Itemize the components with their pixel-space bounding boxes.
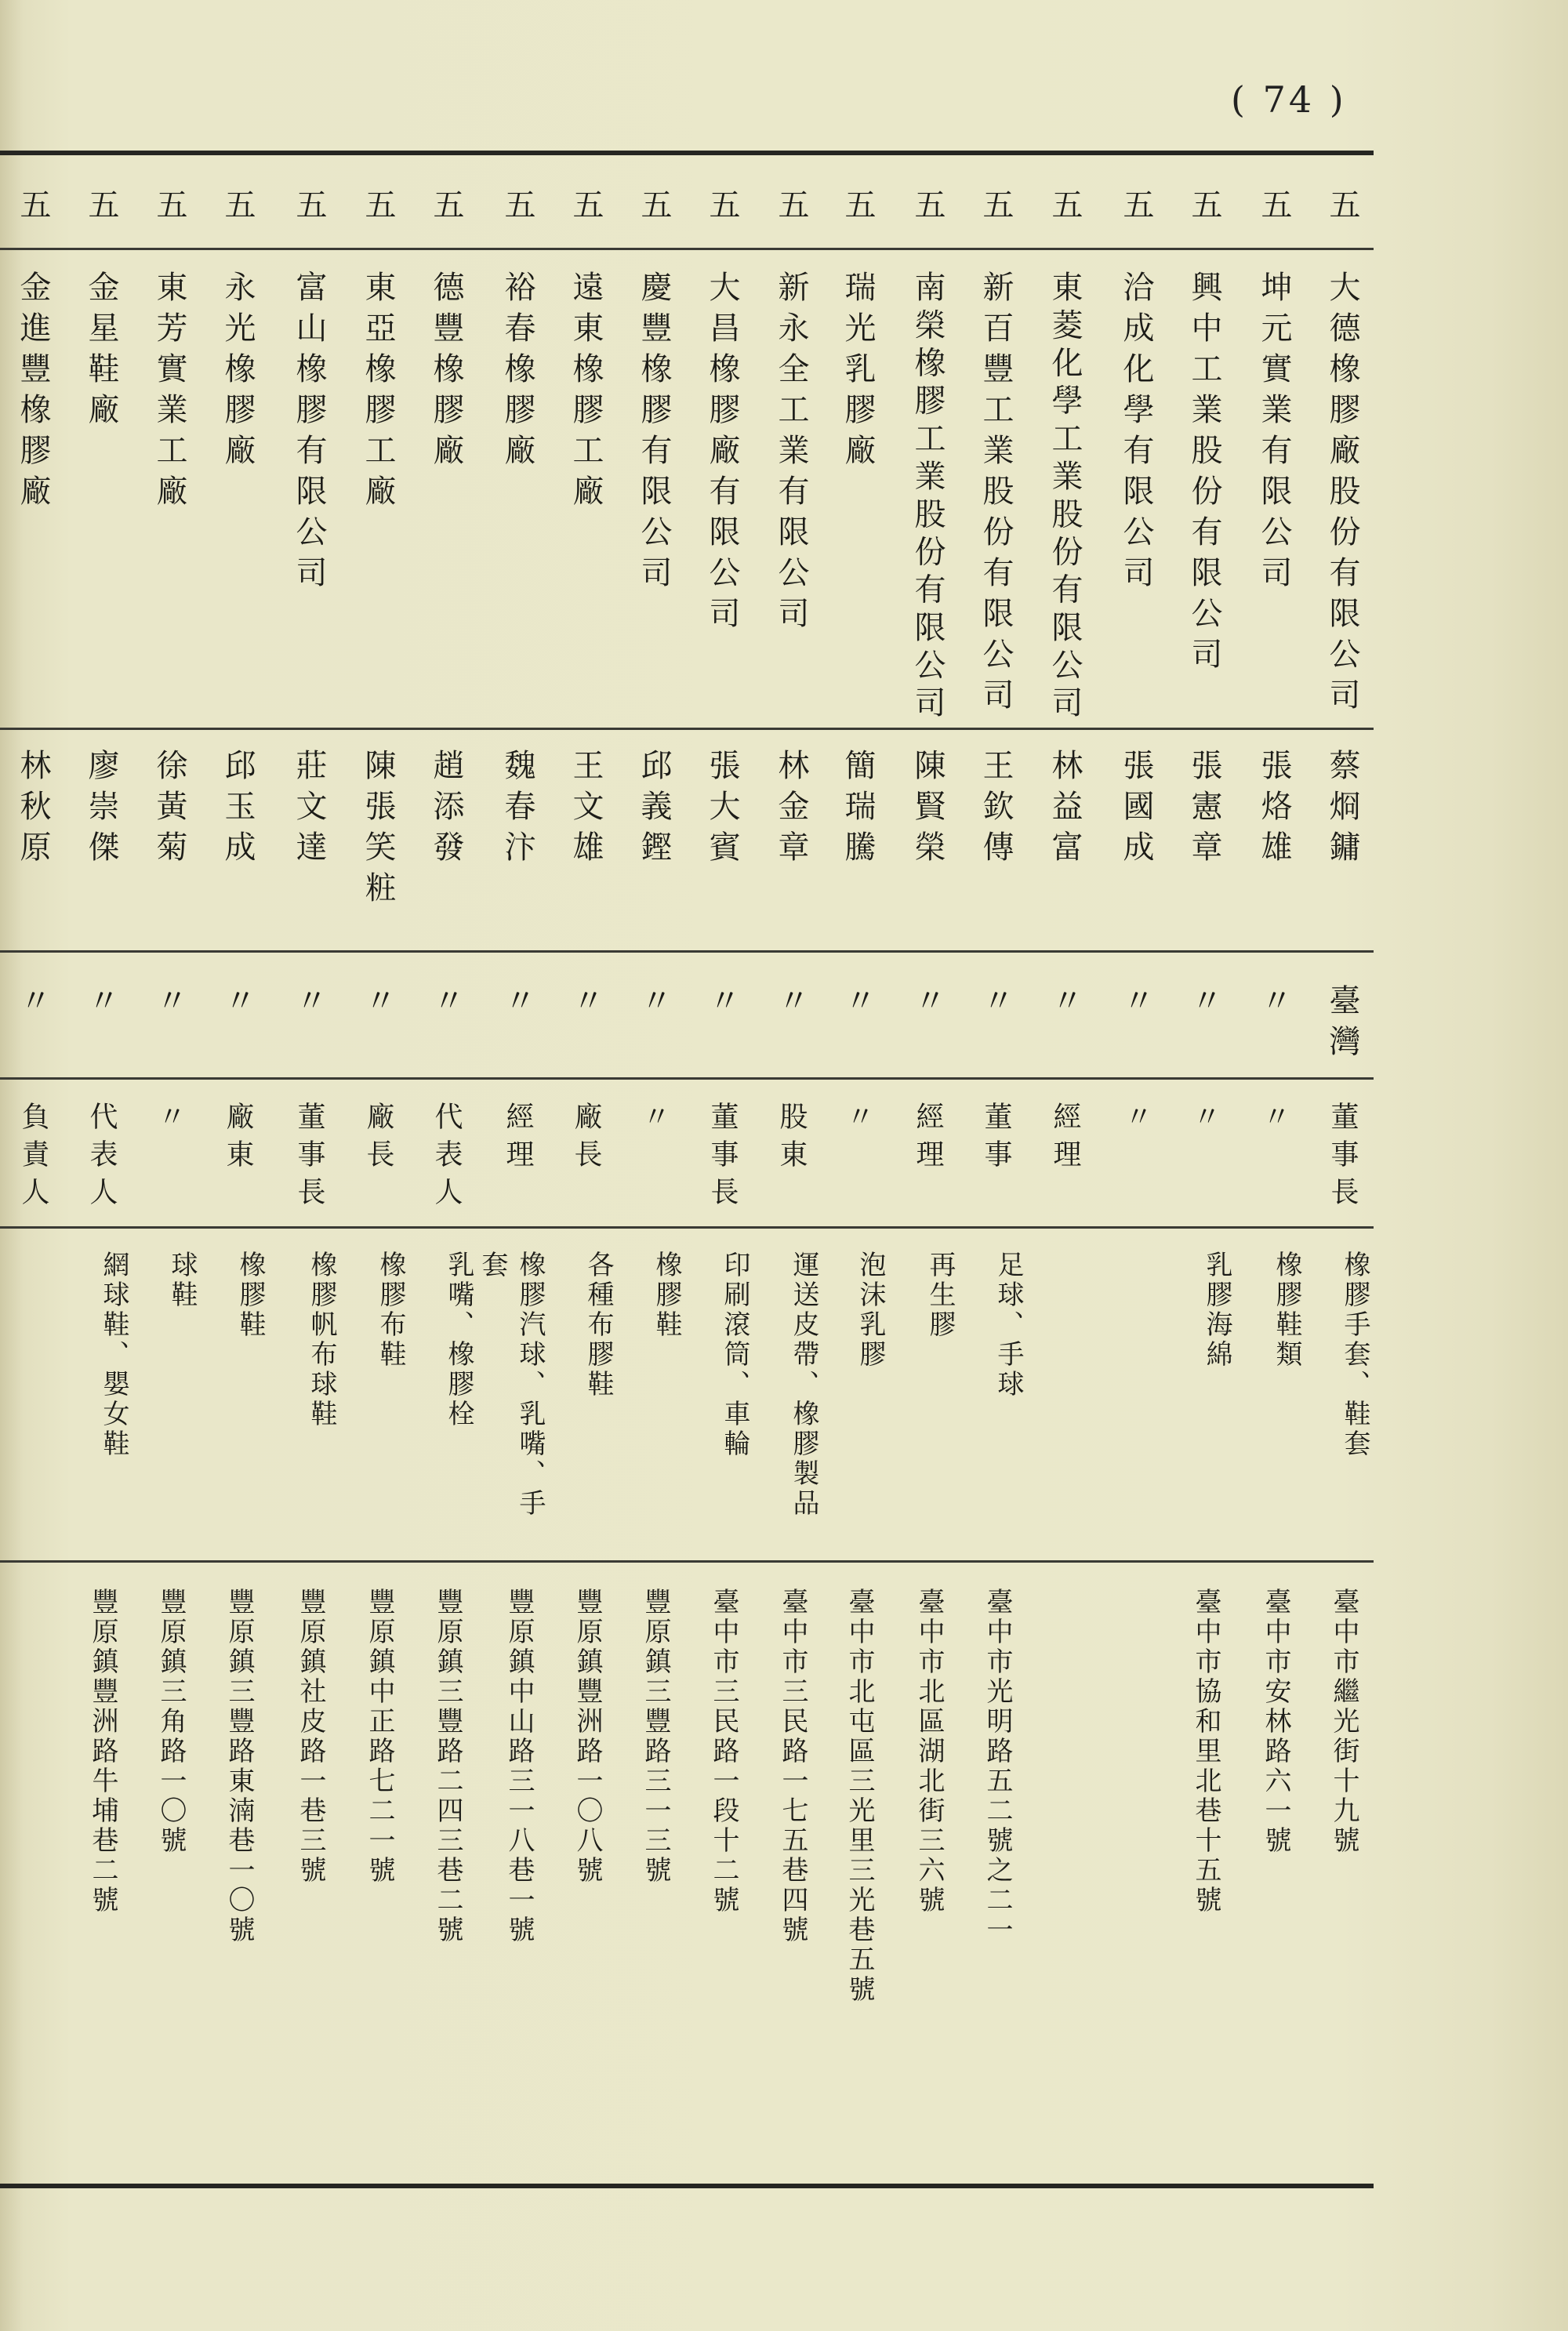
row-divider [0, 1226, 1374, 1229]
products: 橡膠鞋 [651, 1251, 682, 1340]
entry-number: 五 [83, 188, 119, 221]
address: 豐原鎮豐洲路一〇八號 [572, 1588, 603, 1886]
company-name: 大昌橡膠廠有限公司 [704, 270, 740, 637]
job-title: 經理 [502, 1102, 534, 1177]
person-name: 林秋原 [15, 749, 51, 871]
job-title: 廠長 [570, 1102, 602, 1177]
entry-number: 五 [151, 188, 187, 221]
company-name: 瑞光乳膠廠 [840, 270, 876, 474]
company-name: 新永全工業有限公司 [773, 270, 809, 637]
person-name: 陳賢榮 [909, 749, 946, 871]
job-title: 〃 [1258, 1102, 1290, 1131]
job-title: 董事 [980, 1102, 1012, 1177]
row-divider [0, 728, 1374, 730]
region: 〃 [151, 984, 187, 1017]
entry-number: 五 [704, 188, 740, 221]
person-name: 趙添發 [428, 749, 464, 871]
region: 〃 [15, 984, 51, 1017]
person-name: 張憲章 [1186, 749, 1222, 871]
products: 橡膠布鞋 [375, 1251, 406, 1370]
row-divider [0, 1077, 1374, 1080]
company-name: 坤元實業有限公司 [1256, 270, 1292, 597]
products: 乳嘴、橡膠栓 [443, 1251, 474, 1429]
job-title: 〃 [638, 1102, 670, 1131]
person-name: 王文雄 [568, 749, 604, 871]
products: 球鞋 [166, 1251, 198, 1310]
region: 〃 [840, 984, 876, 1017]
region: 〃 [291, 984, 327, 1017]
company-name: 金進豐橡膠廠 [15, 270, 51, 515]
entry-number: 五 [840, 188, 876, 221]
job-title: 代表人 [430, 1102, 463, 1215]
region: 〃 [978, 984, 1014, 1017]
products: 各種布膠鞋 [583, 1251, 614, 1400]
company-name: 東亞橡膠工廠 [360, 270, 396, 515]
person-name: 張烙雄 [1256, 749, 1292, 871]
job-title: 〃 [154, 1102, 186, 1131]
region: 〃 [1256, 984, 1292, 1017]
row-divider [0, 950, 1374, 953]
job-title: 董事長 [293, 1102, 325, 1215]
products: 橡膠鞋 [234, 1251, 266, 1340]
person-name: 魏春汴 [499, 749, 535, 871]
job-title: 股東 [775, 1102, 808, 1177]
company-name: 遠東橡膠工廠 [568, 270, 604, 515]
region: 臺灣 [1324, 984, 1360, 1066]
company-name: 東菱化學工業股份有限公司 [1047, 270, 1083, 724]
job-title: 〃 [842, 1102, 874, 1131]
region: 〃 [1118, 984, 1154, 1017]
products: 網球鞋、嬰女鞋 [98, 1251, 129, 1459]
job-title: 廠東 [222, 1102, 254, 1177]
company-name: 永光橡膠廠 [220, 270, 256, 474]
company-name: 慶豐橡膠有限公司 [636, 270, 672, 597]
address: 豐原鎮三豐路二四三巷二號 [432, 1588, 463, 1945]
top-rule [0, 151, 1374, 155]
entry-number: 五 [636, 188, 672, 221]
job-title: 廠長 [362, 1102, 394, 1177]
job-title: 經理 [912, 1102, 944, 1177]
products: 橡膠手套、鞋套 [1339, 1251, 1370, 1459]
address: 臺中市北屯區三光里三光巷五號 [844, 1588, 875, 2005]
person-name: 廖崇傑 [83, 749, 119, 871]
address: 臺中市光明路五二號之二一 [982, 1588, 1013, 1945]
region: 〃 [909, 984, 946, 1017]
address: 豐原鎮三角路一〇號 [155, 1588, 187, 1856]
person-name: 張國成 [1118, 749, 1154, 871]
address: 臺中市協和里北巷十五號 [1190, 1588, 1221, 1915]
address: 豐原鎮三豐路東湳巷一〇號 [223, 1588, 255, 1945]
job-title: 董事長 [706, 1102, 739, 1215]
page-number: ( 74 ) [1231, 78, 1347, 121]
company-name: 裕春橡膠廠 [499, 270, 535, 474]
products: 橡膠鞋類 [1271, 1251, 1302, 1370]
address: 臺中市三民路一段十二號 [708, 1588, 739, 1915]
address: 臺中市三民路一七五巷四號 [777, 1588, 808, 1945]
person-name: 邱玉成 [220, 749, 256, 871]
person-name: 蔡烱鏞 [1324, 749, 1360, 871]
address: 豐原鎮豐洲路牛埔巷二號 [87, 1588, 118, 1915]
region: 〃 [568, 984, 604, 1017]
person-name: 徐黃菊 [151, 749, 187, 871]
region: 〃 [636, 984, 672, 1017]
address: 臺中市北區湖北街三六號 [913, 1588, 945, 1915]
person-name: 林金章 [773, 749, 809, 871]
person-name: 林益富 [1047, 749, 1083, 871]
entry-number: 五 [428, 188, 464, 221]
company-name: 南榮橡膠工業股份有限公司 [909, 270, 946, 724]
company-name: 興中工業股份有限公司 [1186, 270, 1222, 678]
region: 〃 [704, 984, 740, 1017]
person-name: 莊文達 [291, 749, 327, 871]
products: 印刷滾筒、車輪 [719, 1251, 750, 1459]
person-name: 簡瑞騰 [840, 749, 876, 871]
entry-number: 五 [1256, 188, 1292, 221]
entry-number: 五 [1047, 188, 1083, 221]
entry-number: 五 [978, 188, 1014, 221]
row-divider [0, 1560, 1374, 1563]
entry-number: 五 [568, 188, 604, 221]
entry-number: 五 [360, 188, 396, 221]
region: 〃 [499, 984, 535, 1017]
region: 〃 [428, 984, 464, 1017]
entry-number: 五 [1324, 188, 1360, 221]
products: 橡膠帆布球鞋 [306, 1251, 337, 1429]
address: 臺中市安林路六一號 [1260, 1588, 1291, 1856]
products: 再生膠 [924, 1251, 956, 1340]
person-name: 王欽傳 [978, 749, 1014, 871]
job-title: 經理 [1049, 1102, 1081, 1177]
entry-number: 五 [773, 188, 809, 221]
company-name: 富山橡膠有限公司 [291, 270, 327, 597]
products: 泡沫乳膠 [855, 1251, 886, 1370]
company-name: 大德橡膠廠股份有限公司 [1324, 270, 1360, 719]
address: 豐原鎮中正路七二一號 [364, 1588, 395, 1886]
products: 乳膠海綿 [1201, 1251, 1232, 1370]
company-name: 東芳實業工廠 [151, 270, 187, 515]
job-title: 〃 [1189, 1102, 1221, 1131]
entry-number: 五 [909, 188, 946, 221]
person-name: 邱義鏗 [636, 749, 672, 871]
address: 豐原鎮中山路三一八巷一號 [503, 1588, 535, 1945]
entry-number: 五 [1186, 188, 1222, 221]
address: 豐原鎮社皮路一巷三號 [295, 1588, 326, 1886]
products: 運送皮帶、橡膠製品 [788, 1251, 819, 1519]
job-title: 董事長 [1327, 1102, 1359, 1215]
entry-number: 五 [15, 188, 51, 221]
person-name: 張大賓 [704, 749, 740, 871]
job-title: 代表人 [85, 1102, 118, 1215]
region: 〃 [1047, 984, 1083, 1017]
products: 橡膠汽球、乳嘴、手套 [477, 1251, 546, 1519]
company-name: 新百豐工業股份有限公司 [978, 270, 1014, 719]
bottom-rule [0, 2184, 1374, 2188]
job-title: 負責人 [17, 1102, 49, 1215]
company-name: 金星鞋廠 [83, 270, 119, 434]
address: 臺中市繼光街十九號 [1328, 1588, 1359, 1856]
entry-number: 五 [291, 188, 327, 221]
entry-number: 五 [1118, 188, 1154, 221]
job-title: 〃 [1120, 1102, 1152, 1131]
row-divider [0, 248, 1374, 250]
products: 足球、手球 [993, 1251, 1024, 1400]
company-name: 洽成化學有限公司 [1118, 270, 1154, 597]
entry-number: 五 [220, 188, 256, 221]
region: 〃 [83, 984, 119, 1017]
region: 〃 [360, 984, 396, 1017]
person-name: 陳張笑粧 [360, 749, 396, 912]
region: 〃 [220, 984, 256, 1017]
address: 豐原鎮三豐路三一三號 [640, 1588, 671, 1886]
region: 〃 [1186, 984, 1222, 1017]
region: 〃 [773, 984, 809, 1017]
entry-number: 五 [499, 188, 535, 221]
company-name: 德豐橡膠廠 [428, 270, 464, 474]
